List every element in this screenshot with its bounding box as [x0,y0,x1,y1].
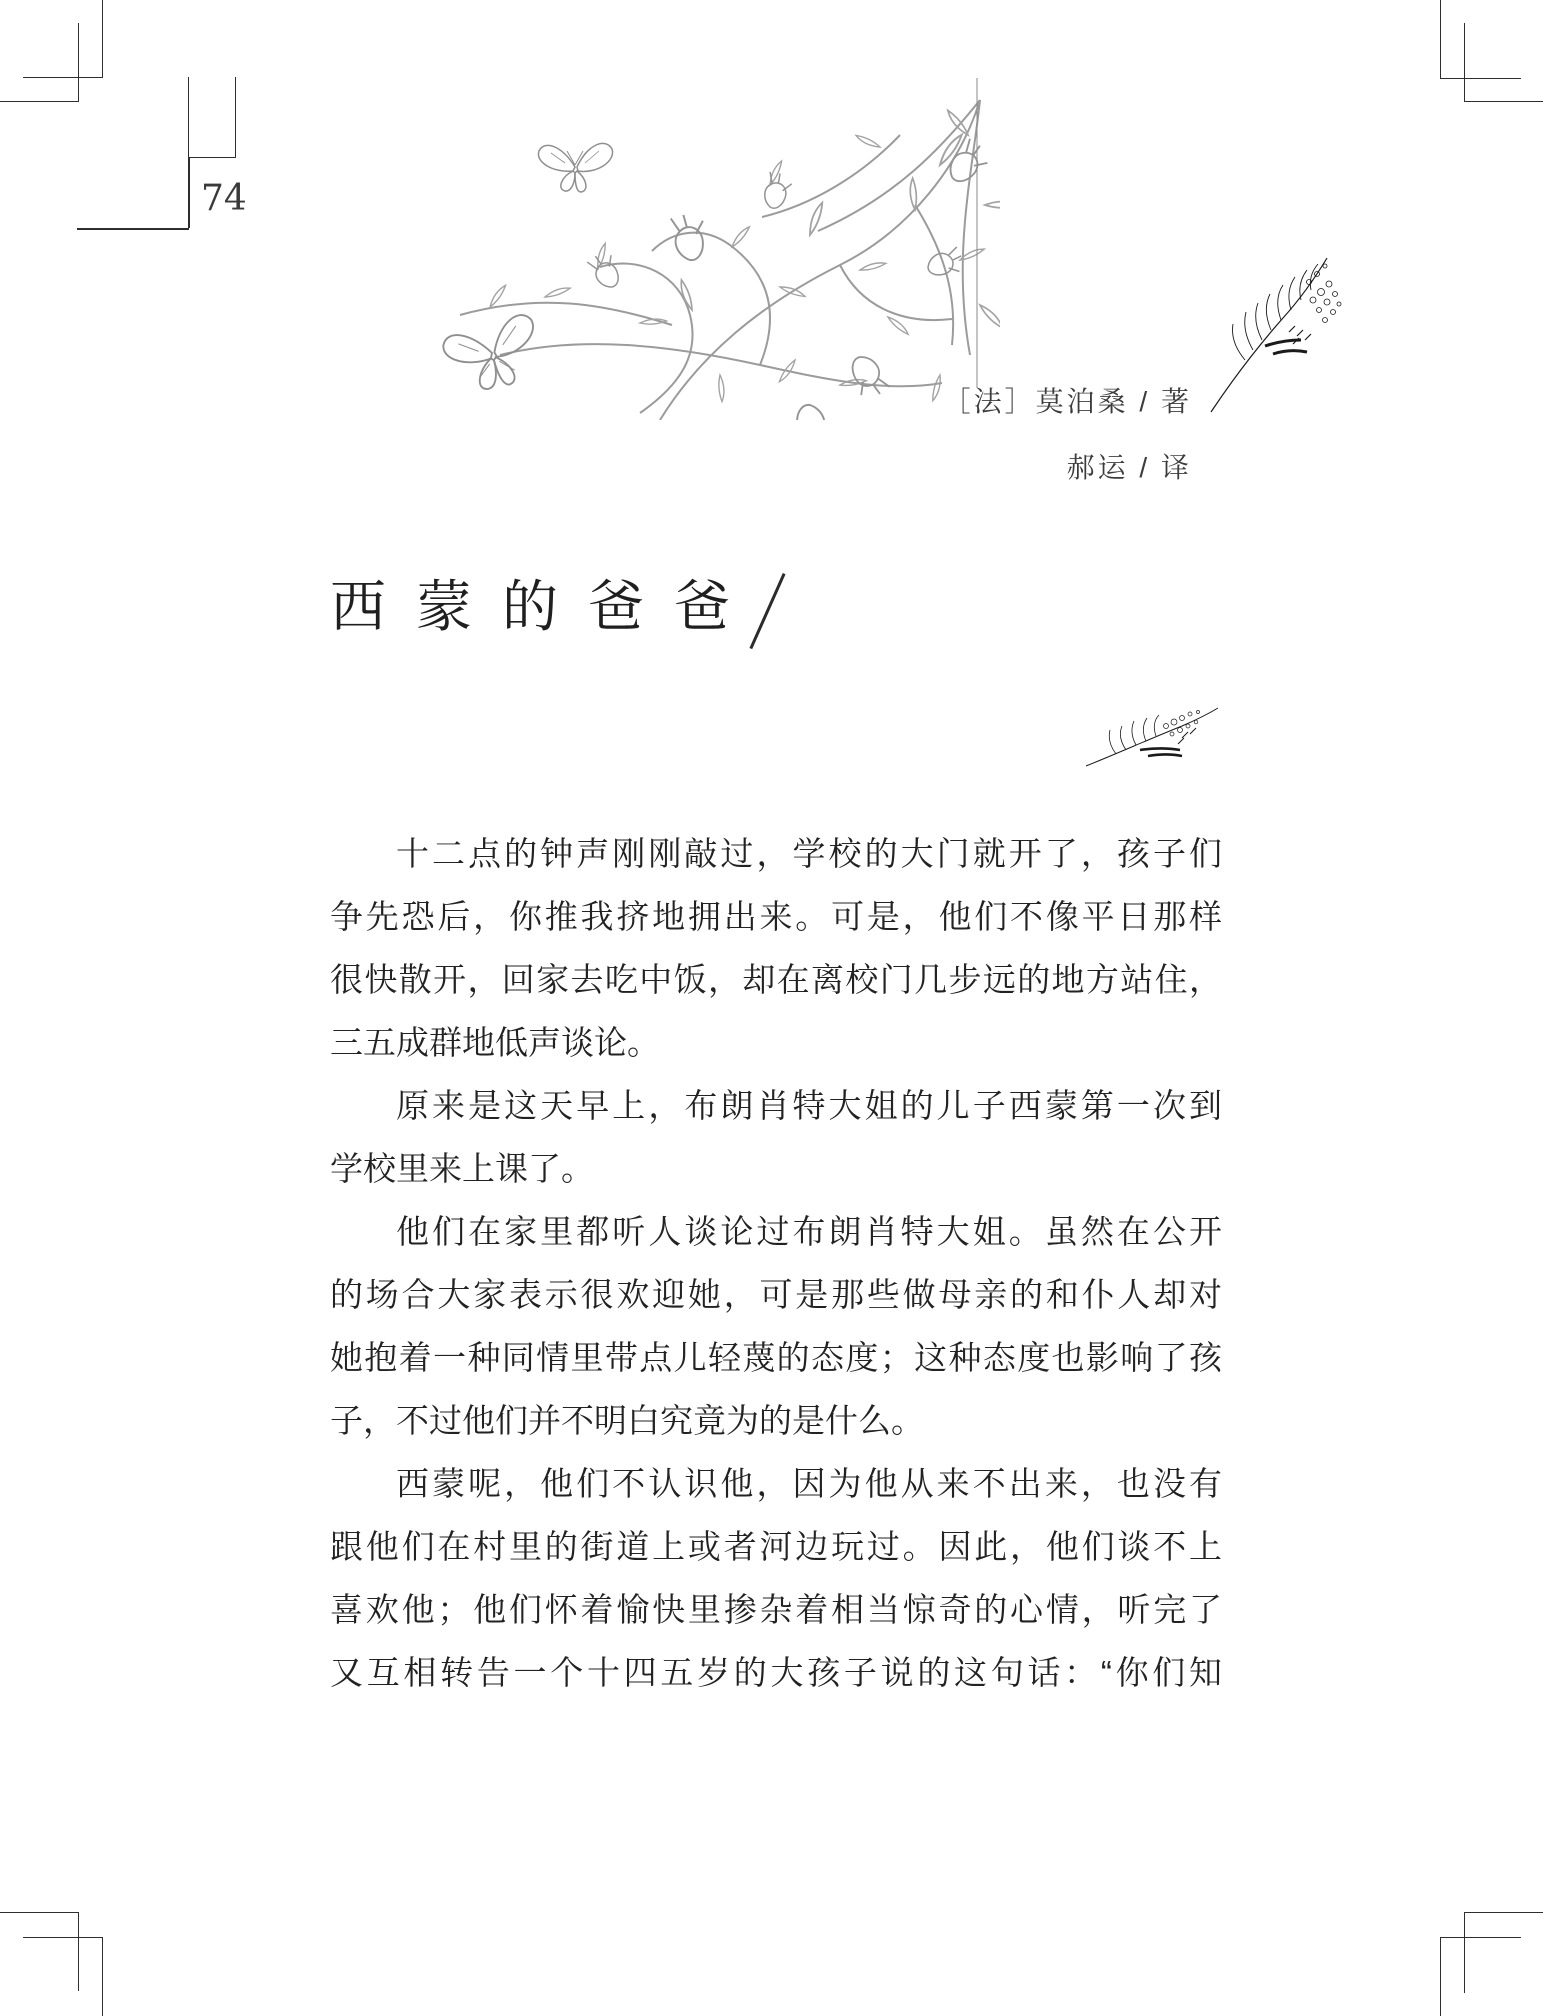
page-number-bracket-rule [77,228,189,230]
text-line: 争先恐后，你推我挤地拥出来。可是，他们不像平日那样 [330,898,1222,935]
credits-block [880,386,1192,484]
translator-credit: 郝运 / 译 [1066,452,1192,483]
trumpet-flowers [587,138,993,420]
crop-mark-top-right-inner [1464,23,1543,102]
crop-mark-top-left-outer [0,23,79,102]
vine-branches [460,100,980,420]
floral-sketch-illustration [340,55,1000,420]
text-line: 三五成群地低声谈论。 [330,1024,660,1061]
crop-mark-bottom-right-outer [1440,1937,1521,2016]
text-line: 她抱着一种同情里带点儿轻蔑的态度；这种态度也影响了孩 [330,1339,1222,1376]
page-number-bracket [188,77,236,158]
text-line: 的场合大家表示很欢迎她，可是那些做母亲的和仆人却对 [330,1276,1222,1313]
butterfly-icon [538,143,612,192]
crop-mark-bottom-left-inner [23,1937,103,2016]
text-line: 他们在家里都听人谈论过布朗肖特大姐。虽然在公开 [396,1213,1222,1250]
text-line: 喜欢他；他们怀着愉快里掺杂着相当惊奇的心情，听完了 [330,1591,1222,1628]
text-line: 又互相转告一个十四五岁的大孩子说的这句话：“你们知 [330,1654,1222,1691]
text-line: 西蒙呢，他们不认识他，因为他从来不出来，也没有 [396,1465,1222,1502]
text-line: 十二点的钟声刚刚敲过，学校的大门就开了，孩子们 [396,835,1222,872]
feather-icon [1082,700,1222,772]
page-number-bracket-line [188,157,190,228]
article-text [330,822,1222,1704]
page-number: 74 [201,178,247,219]
text-line: 很快散开，回家去吃中饭，却在离校门几步远的地方站住， [330,961,1222,998]
text-line: 子，不过他们并不明白究竟为的是什么。 [330,1402,924,1439]
feather-icon [1205,248,1345,416]
story-title: 西蒙的爸爸 [330,575,760,638]
text-line: 学校里来上课了。 [330,1150,594,1187]
text-line: 原来是这天早上，布朗肖特大姐的儿子西蒙第一次到 [396,1087,1222,1124]
text-line: 跟他们在村里的街道上或者河边玩过。因此，他们谈不上 [330,1528,1222,1565]
butterfly-icon [440,312,546,398]
author-credit: ［法］莫泊桑 / 著 [942,386,1192,417]
